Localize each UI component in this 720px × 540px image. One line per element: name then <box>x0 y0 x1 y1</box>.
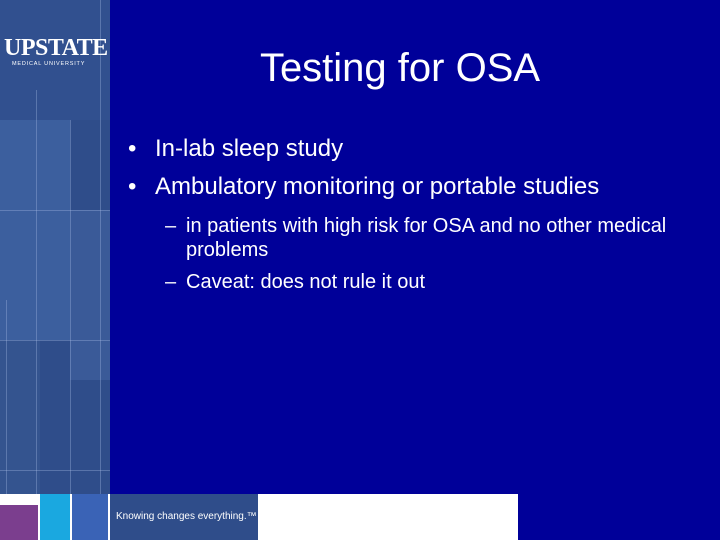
footer-accent-blue <box>72 494 108 540</box>
sidebar-line <box>0 340 110 341</box>
upstate-logo <box>4 36 108 67</box>
sub-bullet-list <box>165 214 698 294</box>
logo-wordmark: UPSTATE <box>4 35 108 61</box>
logo-subtitle: MEDICAL UNIVERSITY <box>12 61 86 67</box>
footer-accent-purple <box>0 505 38 540</box>
sub-bullet-mark: – <box>165 271 177 293</box>
sidebar-line <box>36 90 37 494</box>
sub-bullet-text: in patients with high risk for OSA and no other medical problems <box>186 215 667 261</box>
slide-title: Testing for OSA <box>259 46 541 90</box>
bullet-mark: • <box>128 173 137 200</box>
sidebar-line <box>70 120 71 494</box>
sidebar-panel-light <box>70 210 110 380</box>
sub-bullet-text: Caveat: does not rule it out <box>186 271 426 293</box>
footer-tagline: Knowing changes everything.™ <box>110 494 258 540</box>
sidebar-line <box>0 210 110 211</box>
sidebar-line <box>100 0 101 494</box>
sidebar-line <box>6 300 7 494</box>
sub-bullet-mark: – <box>165 215 177 237</box>
bullet-text: Ambulatory monitoring or portable studies <box>155 173 600 200</box>
sidebar-panel-mid <box>0 120 70 340</box>
bullet-text: In-lab sleep study <box>155 135 344 162</box>
decorative-sidebar <box>0 0 110 540</box>
slide-body <box>128 134 698 302</box>
bullet-item <box>128 172 698 202</box>
bullet-item <box>128 134 698 164</box>
sidebar-line <box>0 470 110 471</box>
sub-bullet-item <box>165 270 686 294</box>
bullet-mark: • <box>128 135 137 162</box>
footer-accent-cyan <box>40 494 70 540</box>
sub-bullet-item <box>165 214 686 262</box>
